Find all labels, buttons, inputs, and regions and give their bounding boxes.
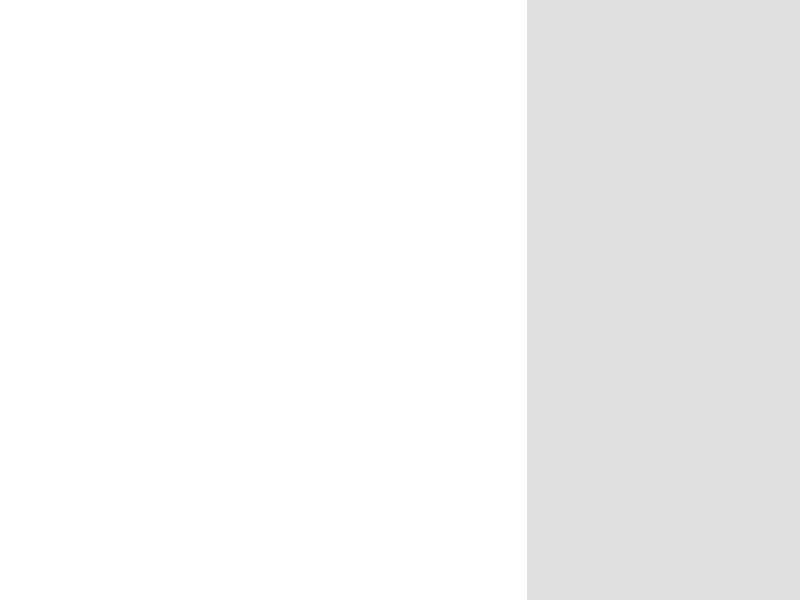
- right-panel: [527, 0, 800, 600]
- page-number-badge: [748, 559, 786, 589]
- quality-badge: [389, 62, 467, 104]
- breed-photo-charolais: [175, 361, 343, 460]
- meat-cut-icon: [389, 137, 417, 183]
- breed-photo-hereford: [175, 137, 343, 244]
- meat-cut-icon: [418, 137, 446, 183]
- breed-photo-angus: [175, 250, 343, 351]
- breed-photo-limousin: [175, 468, 343, 570]
